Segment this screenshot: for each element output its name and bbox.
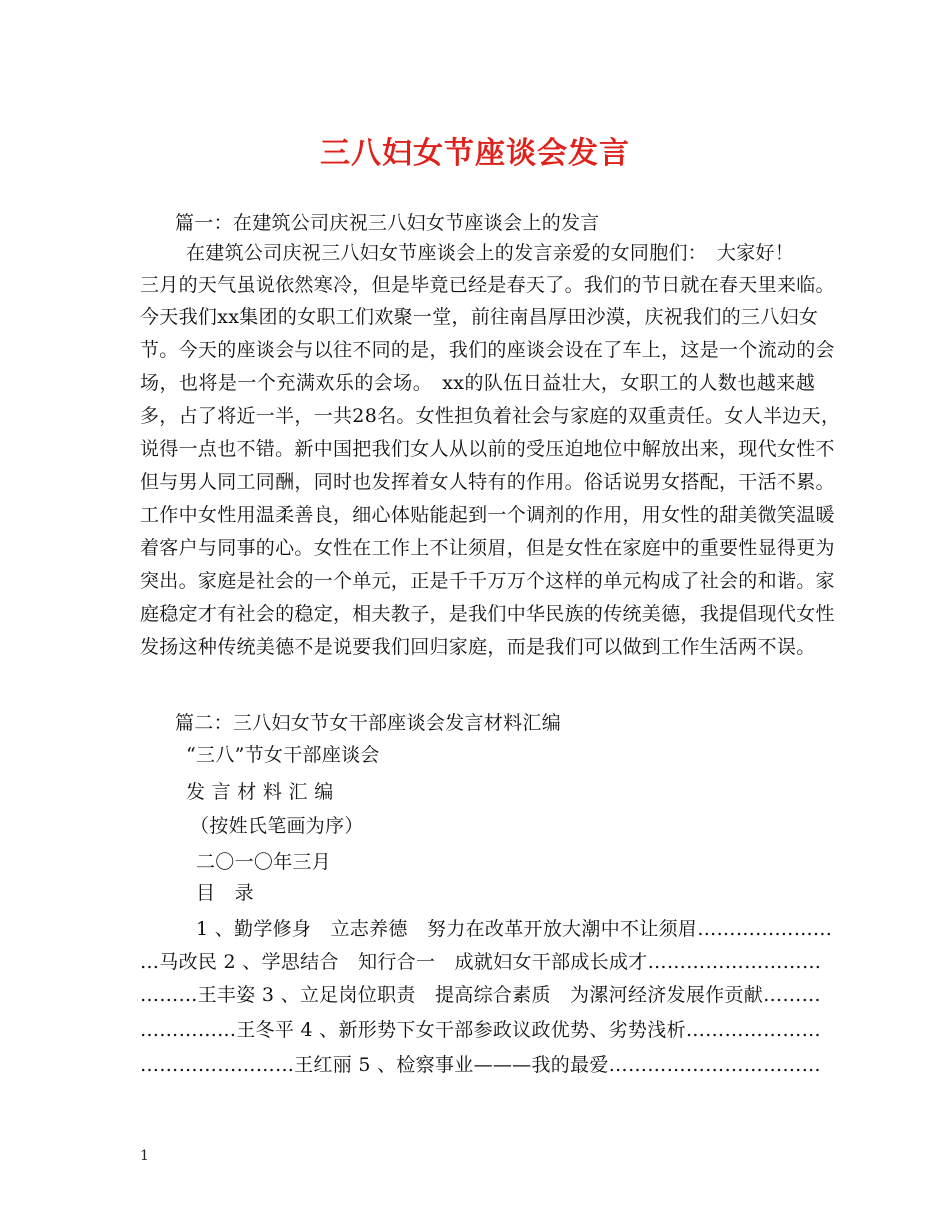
toc-line: …马改民 2 、学思结合 知行合一 成就妇女干部成长成才………………………: [140, 951, 822, 973]
toc-heading: 目 录: [196, 882, 254, 904]
paragraph-line: 突出。家庭是社会的一个单元，正是千千万万个这样的单元构成了社会的和谐。家: [140, 570, 835, 592]
paragraph-line: 说得一点也不错。新中国把我们女人从以前的受压迫地位中解放出来，现代女性不: [140, 438, 835, 460]
section-heading-2: 篇二：三八妇女节女干部座谈会发言材料汇编: [175, 712, 562, 734]
paragraph-line: 发扬这种传统美德不是说要我们回归家庭，而是我们可以做到工作生活两不误。: [140, 636, 816, 658]
toc-line: ……...王丰姿 3 、立足岗位职责 提高综合素质 为漯河经济发展作贡献………: [140, 984, 821, 1006]
toc-line: …………...王冬平 4 、新形势下女干部参政议政优势、劣势浅析…………………: [140, 1019, 821, 1041]
subtitle-line: “三八”节女干部座谈会: [186, 744, 380, 766]
paragraph-line: 在建筑公司庆祝三八妇女节座谈会上的发言亲爱的女同胞们： 大家好！: [186, 242, 795, 264]
subtitle-line: 发 言 材 料 汇 编: [186, 781, 334, 803]
paragraph-line: 着客户与同事的心。女性在工作上不让须眉，但是女性在家庭中的重要性显得更为: [140, 537, 835, 559]
toc-line: …………………...王红丽 5 、检察事业———我的最爱……………………………: [140, 1054, 821, 1076]
paragraph-line: 但与男人同工同酬，同时也发挥着女人特有的作用。俗话说男女搭配，干活不累。: [140, 471, 835, 493]
date-line: 二〇一〇年三月: [196, 851, 332, 873]
paragraph-line: 多，占了将近一半，一共28名。女性担负着社会与家庭的双重责任。女人半边天，: [140, 405, 841, 427]
paragraph-line: 三月的天气虽说依然寒冷，但是毕竟已经是春天了。我们的节日就在春天里来临。: [140, 274, 835, 296]
paragraph-line: 庭稳定才有社会的稳定，相夫教子，是我们中华民族的传统美德，我提倡现代女性: [140, 603, 835, 625]
paragraph-line: 场，也将是一个充满欢乐的会场。 xx的队伍日益壮大，女职工的人数也越来越: [140, 372, 815, 394]
page-number: 1: [140, 1148, 149, 1164]
subtitle-line: （按姓氏笔画为序）: [190, 815, 364, 837]
paragraph-line: 今天我们xx集团的女职工们欢聚一堂，前往南昌厚田沙漠，庆祝我们的三八妇女: [140, 306, 819, 328]
paragraph-line: 节。今天的座谈会与以往不同的是，我们的座谈会设在了车上，这是一个流动的会: [140, 339, 835, 361]
section-heading-1: 篇一：在建筑公司庆祝三八妇女节座谈会上的发言: [175, 212, 600, 234]
toc-line: 1 、勤学修身 立志养德 努力在改革开放大潮中不让须眉………………...: [196, 918, 833, 940]
document-title: 三八妇女节座谈会发言: [320, 136, 630, 171]
paragraph-line: 工作中女性用温柔善良，细心体贴能起到一个调剂的作用，用女性的甜美微笑温暖: [140, 504, 835, 526]
